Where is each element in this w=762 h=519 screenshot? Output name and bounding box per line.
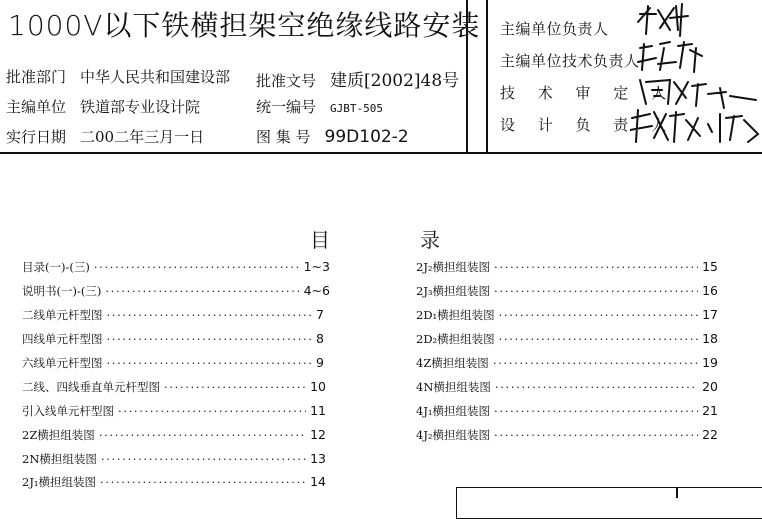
toc-entry-page: 12 xyxy=(310,427,326,442)
leader-dots xyxy=(493,356,698,370)
meta-value: 中华人民共和国建设部 xyxy=(80,68,231,86)
meta-key: 批准部门 xyxy=(6,68,67,86)
toc-entry[interactable] xyxy=(416,307,718,323)
toc-entry[interactable] xyxy=(416,331,718,347)
leader-dots xyxy=(99,428,306,442)
meta-value: 99D102-2 xyxy=(324,127,409,147)
leader-dots xyxy=(107,332,313,346)
toc-heading-right: 录 xyxy=(420,228,440,252)
toc-entry[interactable] xyxy=(416,283,718,299)
meta-unified-no xyxy=(256,96,383,117)
toc-entry-page: 22 xyxy=(702,427,718,442)
toc-entry-label: 四线单元杆型图 xyxy=(22,332,103,346)
toc-entry[interactable] xyxy=(22,307,324,323)
toc-entry-label: 2J₁横担组装图 xyxy=(22,475,97,489)
toc-entry[interactable] xyxy=(416,355,718,371)
toc-entry-page: 16 xyxy=(702,283,718,298)
toc-entry-label: 说明书(一)-(三) xyxy=(22,284,102,298)
toc-entry[interactable] xyxy=(416,259,718,275)
atlas-title: 1000V以下铁横担架空绝缘线路安装 xyxy=(8,9,481,42)
leader-dots xyxy=(494,260,698,274)
leader-dots xyxy=(107,356,313,370)
toc-entry-page: 1~3 xyxy=(303,259,330,274)
toc-entry-page: 18 xyxy=(702,331,718,346)
leader-dots xyxy=(164,380,306,394)
leader-dots xyxy=(100,475,306,489)
meta-editor-unit xyxy=(6,96,200,117)
handwritten-signatures xyxy=(630,0,762,150)
meta-key: 批准文号 xyxy=(256,72,317,90)
leader-dots xyxy=(495,380,698,394)
toc-entry-label: 4Z横担组装图 xyxy=(416,356,489,370)
meta-effective-date xyxy=(6,126,204,147)
leader-dots xyxy=(499,308,698,322)
toc-entry-page: 14 xyxy=(310,474,326,489)
meta-approval-dept xyxy=(6,66,230,87)
meta-atlas-no xyxy=(256,126,409,147)
toc-entry-page: 17 xyxy=(702,307,718,322)
toc-entry-page: 7 xyxy=(316,307,324,322)
toc-entry[interactable] xyxy=(22,331,324,347)
leader-dots xyxy=(494,284,698,298)
toc-entry-page: 21 xyxy=(702,403,718,418)
toc-entry-label: 2N横担组装图 xyxy=(22,452,97,466)
toc-entry-label: 引入线单元杆型图 xyxy=(22,404,114,418)
meta-key: 统一编号 xyxy=(256,98,317,116)
meta-key: 主编单位 xyxy=(6,98,67,116)
toc-entry-label: 4J₁横担组装图 xyxy=(416,404,491,418)
title-block-divider xyxy=(676,488,678,498)
toc-entry[interactable] xyxy=(22,283,330,299)
toc-entry-page: 10 xyxy=(310,379,326,394)
toc-entry-page: 9 xyxy=(316,355,324,370)
toc-entry-label: 2D₂横担组装图 xyxy=(416,332,495,346)
toc-heading-left: 目 xyxy=(310,228,330,252)
toc-entry-label: 4J₂横担组装图 xyxy=(416,428,491,442)
leader-dots xyxy=(107,308,313,322)
toc-entry-label: 目录(一)-(三) xyxy=(22,260,90,274)
meta-value: 二00二年三月一日 xyxy=(80,128,205,146)
toc-entry[interactable] xyxy=(22,403,326,419)
toc-entry[interactable] xyxy=(416,403,718,419)
toc-entry-page: 8 xyxy=(316,331,324,346)
signature-label-tech-chief: 主编单位技术负责人 xyxy=(500,52,640,70)
signature-label-reviewer: 技 术 审 定 人 xyxy=(500,84,676,102)
toc-entry[interactable] xyxy=(22,379,326,395)
header-bottom-border xyxy=(0,152,762,154)
leader-dots xyxy=(499,332,698,346)
meta-value: GJBT-505 xyxy=(330,102,383,115)
toc-entry-page: 20 xyxy=(702,379,718,394)
toc-entry-label: 4N横担组装图 xyxy=(416,380,491,394)
toc-entry[interactable] xyxy=(416,379,718,395)
toc-entry[interactable] xyxy=(22,427,326,443)
toc-entry-page: 13 xyxy=(310,451,326,466)
toc-entry-page: 15 xyxy=(702,259,718,274)
title-block-corner xyxy=(456,487,762,519)
toc-entry-label: 二线、四线垂直单元杆型图 xyxy=(22,380,160,394)
toc-entry-page: 11 xyxy=(310,403,326,418)
leader-dots xyxy=(105,284,299,298)
toc-entry-page: 19 xyxy=(702,355,718,370)
signature-label-designer: 设 计 负 责 人 xyxy=(500,116,676,134)
meta-approval-no xyxy=(256,66,459,91)
toc-entry-label: 六线单元杆型图 xyxy=(22,356,103,370)
toc-entry[interactable] xyxy=(416,427,718,443)
toc-entry-label: 2J₃横担组装图 xyxy=(416,284,491,298)
leader-dots xyxy=(101,452,306,466)
toc-entry-label: 二线单元杆型图 xyxy=(22,308,103,322)
toc-entry[interactable] xyxy=(22,259,330,275)
toc-entry[interactable] xyxy=(22,451,326,467)
meta-value: 铁道部专业设计院 xyxy=(80,98,201,116)
meta-key: 实行日期 xyxy=(6,128,67,146)
leader-dots xyxy=(94,260,300,274)
header-divider-right xyxy=(486,0,488,153)
meta-value: 建质[2002]48号 xyxy=(330,71,460,91)
toc-entry[interactable] xyxy=(22,355,324,371)
leader-dots xyxy=(118,404,306,418)
leader-dots xyxy=(494,428,698,442)
toc-entry-label: 2D₁横担组装图 xyxy=(416,308,495,322)
toc-entry-label: 2J₂横担组装图 xyxy=(416,260,491,274)
toc-entry-page: 4~6 xyxy=(303,283,330,298)
meta-key: 图 集 号 xyxy=(256,128,311,146)
signature-label-chief: 主编单位负责人 xyxy=(500,20,609,38)
toc-entry[interactable] xyxy=(22,474,326,490)
toc-entry-label: 2Z横担组装图 xyxy=(22,428,95,442)
leader-dots xyxy=(494,404,698,418)
